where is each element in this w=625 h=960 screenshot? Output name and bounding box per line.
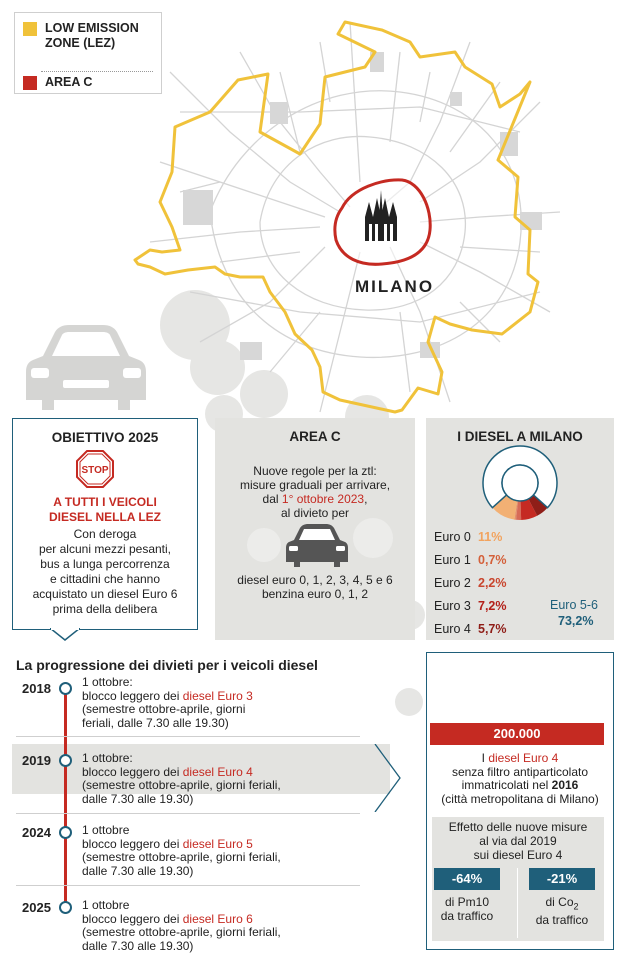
lez-legend-label: LOW EMISSION ZONE (LEZ) xyxy=(45,21,139,50)
timeline-rule-vehicle: diesel Euro 4 xyxy=(182,764,253,779)
diesel-row-label: Euro 4 xyxy=(434,622,471,636)
euro4-line: (città metropolitana di Milano) xyxy=(441,791,599,806)
timeline-line xyxy=(64,685,67,907)
bubble xyxy=(353,518,393,558)
euro4-line: senza filtro antiparticolato xyxy=(451,764,589,779)
timeline-rule xyxy=(82,690,253,704)
timeline-detail: (semestre ottobre-aprile, giorni feriali, xyxy=(82,778,281,792)
co2-value: -21% xyxy=(529,868,595,890)
euro4-stats-top-rule xyxy=(426,652,614,653)
area-c-panel xyxy=(215,418,415,640)
area-c-date-pre: dal xyxy=(262,492,282,506)
timeline-detail: dalle 7.30 alle 19.30) xyxy=(82,791,194,806)
timeline-divider xyxy=(16,813,360,814)
effect-description xyxy=(432,820,604,862)
euro4-line-red: diesel Euro 4 xyxy=(488,751,559,765)
area-c-line: benzina euro 0, 1, 2 xyxy=(261,587,369,601)
area-c-title: AREA C xyxy=(289,429,341,444)
euro4-description xyxy=(426,752,614,806)
timeline-rule-pre: blocco leggero dei xyxy=(82,764,183,779)
pm10-label xyxy=(422,895,512,923)
timeline-year: 2024 xyxy=(22,825,51,840)
diesel-row-label: Euro 3 xyxy=(434,599,471,613)
co2-label xyxy=(517,895,607,927)
timeline-date: 1 ottobre: xyxy=(82,675,133,689)
timeline-rule-vehicle: diesel Euro 6 xyxy=(182,911,253,926)
euro4-line xyxy=(426,752,614,766)
euro56-label: Euro 5-6 xyxy=(550,598,598,612)
co2-label-line xyxy=(517,895,607,913)
stop-sign-icon xyxy=(76,450,114,488)
pm10-label-line: da traffico xyxy=(440,909,494,923)
diesel-title: I DIESEL A MILANO xyxy=(457,429,583,444)
band-arrow-icon xyxy=(370,744,404,812)
timeline-text xyxy=(82,824,281,878)
timeline-detail: (semestre ottobre-aprile, giorni feriali, xyxy=(82,850,281,864)
timeline-node xyxy=(59,754,72,767)
timeline-divider xyxy=(16,736,360,737)
bubble xyxy=(395,688,423,716)
diesel-row-value: 0,7% xyxy=(478,553,507,567)
timeline-rule-pre: blocco leggero dei xyxy=(82,836,183,851)
timeline-year: 2025 xyxy=(22,900,51,915)
euro4-line-pre: immatricolati nel xyxy=(461,778,552,792)
effect-line: al via dal 2019 xyxy=(479,834,557,848)
car-small-icon xyxy=(285,522,349,570)
donut-hole xyxy=(502,465,538,501)
pm10-value: -64% xyxy=(434,868,500,890)
stop-sign-label: STOP xyxy=(81,465,109,476)
timeline-text xyxy=(82,752,281,806)
timeline-detail: (semestre ottobre-aprile, giorni feriali, xyxy=(82,925,281,939)
timeline-year: 2019 xyxy=(22,753,51,768)
timeline-rule-vehicle: diesel Euro 5 xyxy=(182,836,253,851)
timeline-title: La progressione dei divieti per i veicoli diesel xyxy=(16,657,318,673)
timeline-detail: dalle 7.30 alle 19.30) xyxy=(82,938,194,953)
timeline-date: 1 ottobre xyxy=(82,823,130,837)
timeline-rule xyxy=(82,838,281,852)
diesel-row-value: 5,7% xyxy=(478,622,507,636)
area-c-line: Nuove regole per la ztl: xyxy=(253,464,377,478)
euro4-line xyxy=(426,779,614,793)
timeline-rule-pre: blocco leggero dei xyxy=(82,911,183,926)
area-c-line: al divieto per xyxy=(280,506,350,520)
car-icon xyxy=(25,322,147,416)
diesel-row-label: Euro 1 xyxy=(434,553,471,567)
timeline-date: 1 ottobre xyxy=(82,898,130,912)
objective-line: bus a lunga percorrenza xyxy=(40,557,170,571)
objective-title: OBIETTIVO 2025 xyxy=(51,430,159,445)
pm10-label-line: di Pm10 xyxy=(444,895,490,909)
diesel-row-label: Euro 2 xyxy=(434,576,471,590)
timeline-node xyxy=(59,826,72,839)
objective-line: e cittadini che hanno xyxy=(49,572,161,586)
diesel-row-label: Euro 0 xyxy=(434,530,471,544)
area-c-line: misure graduali per arrivare, xyxy=(239,478,391,492)
area-c-date-post: , xyxy=(364,492,368,506)
area-c-line: diesel euro 0, 1, 2, 3, 4, 5 e 6 xyxy=(237,573,393,587)
timeline-text xyxy=(82,899,281,953)
objective-line: Con deroga xyxy=(73,527,137,541)
objective-line: per alcuni mezzi pesanti, xyxy=(38,542,172,556)
timeline-detail: (semestre ottobre-aprile, giorni xyxy=(82,702,246,716)
timeline-rule-vehicle: diesel Euro 3 xyxy=(182,688,253,703)
milano-map xyxy=(120,12,590,432)
timeline-detail: feriali, dalle 7.30 alle 19.30) xyxy=(82,715,229,730)
effect-line: sui diesel Euro 4 xyxy=(473,848,563,862)
city-label: MILANO xyxy=(355,277,435,296)
euro4-count: 200.000 xyxy=(430,723,604,745)
bubble xyxy=(247,528,281,562)
timeline-year: 2018 xyxy=(22,681,51,696)
effect-line: Effetto delle nuove misure xyxy=(448,820,588,834)
euro4-year: 2016 xyxy=(551,778,579,792)
objective-headline xyxy=(13,495,197,524)
area-c-date: 1° ottobre 2023 xyxy=(281,492,365,506)
objective-line: prima della delibera xyxy=(52,602,158,616)
diesel-row-value: 11% xyxy=(478,530,503,544)
timeline-divider xyxy=(16,885,360,886)
co2-label-text: di Co xyxy=(545,895,574,909)
diesel-row-value: 7,2% xyxy=(478,599,507,613)
timeline-text xyxy=(82,676,253,730)
co2-label-sub: 2 xyxy=(573,901,579,912)
diesel-row-value: 2,2% xyxy=(478,576,507,590)
timeline-date: 1 ottobre: xyxy=(82,751,133,765)
euro4-line-pre: I xyxy=(481,751,489,765)
timeline-rule-pre: blocco leggero dei xyxy=(82,688,183,703)
area-c-swatch xyxy=(23,76,37,90)
pointer-arrow-icon xyxy=(50,628,80,642)
timeline-node xyxy=(59,901,72,914)
timeline-node xyxy=(59,682,72,695)
objective-line: acquistato un diesel Euro 6 xyxy=(32,587,178,601)
euro56-value: 73,2% xyxy=(558,614,594,628)
diesel-donut-chart xyxy=(480,443,560,523)
co2-label-line: da traffico xyxy=(535,913,589,928)
objective-headline-text: A TUTTI I VEICOLI DIESEL NELLA LEZ xyxy=(48,495,161,524)
area-c-legend-label: AREA C xyxy=(45,75,93,89)
timeline-rule xyxy=(82,913,281,927)
area-c-date-line xyxy=(215,492,415,507)
timeline-rule xyxy=(82,766,281,780)
timeline-detail: dalle 7.30 alle 19.30) xyxy=(82,863,194,878)
lez-swatch xyxy=(23,22,37,36)
